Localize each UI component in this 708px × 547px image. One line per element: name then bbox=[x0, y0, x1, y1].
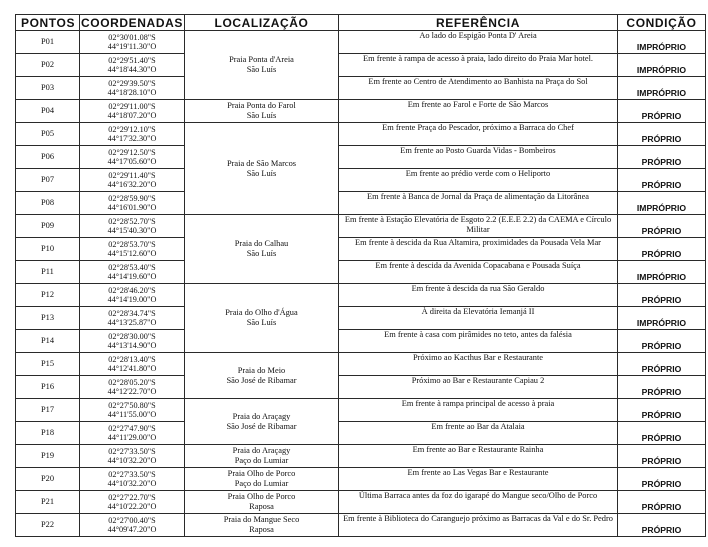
table-row bbox=[16, 146, 706, 169]
longitude: 44°10'32.20"O bbox=[107, 479, 157, 488]
point-id: P10 bbox=[16, 238, 80, 261]
longitude: 44°16'01.90"O bbox=[107, 203, 157, 212]
coordinates-cell bbox=[80, 422, 185, 445]
municipality-name: São Luís bbox=[246, 168, 277, 178]
balneability-table-container bbox=[15, 14, 705, 537]
beach-name: Praia Olho de Porco bbox=[227, 469, 296, 478]
longitude: 44°14'19.60"O bbox=[107, 272, 157, 281]
point-id: P22 bbox=[16, 514, 80, 537]
longitude: 44°13'25.87"O bbox=[107, 318, 157, 327]
location-cell bbox=[185, 31, 339, 100]
condition-status: PRÓPRIO bbox=[618, 238, 706, 261]
location-cell bbox=[185, 491, 339, 514]
location-cell bbox=[185, 353, 339, 399]
location-cell bbox=[185, 468, 339, 491]
latitude: 02°29'11.40"S bbox=[108, 170, 156, 180]
point-id: P04 bbox=[16, 100, 80, 123]
condition-status: PRÓPRIO bbox=[618, 468, 706, 491]
table-row bbox=[16, 491, 706, 514]
latitude: 02°27'00.40"S bbox=[108, 515, 156, 525]
longitude: 44°17'05.60"O bbox=[107, 157, 157, 166]
table-body bbox=[16, 31, 706, 537]
condition-status: PRÓPRIO bbox=[618, 353, 706, 376]
municipality-name: São Luís bbox=[246, 249, 277, 258]
coordinates-cell bbox=[80, 192, 185, 215]
longitude: 44°17'32.30"O bbox=[107, 134, 157, 143]
coordinates-cell bbox=[80, 31, 185, 54]
reference-text: Ao lado do Espigão Ponta D' Areia bbox=[339, 31, 618, 54]
table-row bbox=[16, 514, 706, 537]
table-row bbox=[16, 284, 706, 307]
reference-text: Em frente à descida da rua São Geraldo bbox=[339, 284, 618, 307]
header-pontos: PONTOS bbox=[16, 15, 80, 31]
point-id: P01 bbox=[16, 31, 80, 54]
condition-status: PRÓPRIO bbox=[618, 215, 706, 238]
condition-status: PRÓPRIO bbox=[618, 399, 706, 422]
condition-status: PRÓPRIO bbox=[618, 491, 706, 514]
coordinates-cell bbox=[80, 445, 185, 468]
coordinates-cell bbox=[80, 77, 185, 100]
reference-text: Em frente ao Las Vegas Bar e Restaurante bbox=[339, 468, 618, 491]
table-row bbox=[16, 376, 706, 399]
latitude: 02°27'50.80"S bbox=[108, 400, 156, 410]
longitude: 44°10'22.20"O bbox=[107, 502, 157, 511]
location-cell bbox=[185, 123, 339, 215]
table-row bbox=[16, 307, 706, 330]
latitude: 02°28'53.70"S bbox=[108, 239, 156, 249]
table-row bbox=[16, 330, 706, 353]
table-row bbox=[16, 169, 706, 192]
longitude: 44°15'40.30"O bbox=[107, 226, 157, 235]
table-row bbox=[16, 353, 706, 376]
condition-status: IMPRÓPRIO bbox=[618, 31, 706, 54]
point-id: P11 bbox=[16, 261, 80, 284]
condition-status: PRÓPRIO bbox=[618, 330, 706, 353]
reference-text: Em frente ao Posto Guarda Vidas - Bombeiros bbox=[339, 146, 618, 169]
reference-text: Próximo ao Bar e Restaurante Capiau 2 bbox=[339, 376, 618, 399]
point-id: P19 bbox=[16, 445, 80, 468]
header-condicao: CONDIÇÃO bbox=[618, 15, 706, 31]
reference-text: Em frente ao Farol e Forte de São Marcos bbox=[339, 100, 618, 123]
condition-status: PRÓPRIO bbox=[618, 422, 706, 445]
longitude: 44°12'22.70"O bbox=[107, 387, 157, 396]
condition-status: IMPRÓPRIO bbox=[618, 307, 706, 330]
condition-status: IMPRÓPRIO bbox=[618, 77, 706, 100]
reference-text: Próximo ao Kacthus Bar e Restaurante bbox=[339, 353, 618, 376]
reference-text: Em frente à Estação Elevatória de Esgoto 2.2 (E.E.E 2.2) da CAEMA e Círculo Militar bbox=[339, 215, 618, 238]
latitude: 02°27'33.50"S bbox=[108, 446, 156, 456]
point-id: P15 bbox=[16, 353, 80, 376]
coordinates-cell bbox=[80, 100, 185, 123]
reference-text: Em frente à casa com pirâmides no teto, antes da falésia bbox=[339, 330, 618, 353]
condition-status: PRÓPRIO bbox=[618, 146, 706, 169]
longitude: 44°14'19.00"O bbox=[107, 295, 157, 304]
table-row bbox=[16, 261, 706, 284]
coordinates-cell bbox=[80, 307, 185, 330]
municipality-name: São Luís bbox=[246, 111, 277, 120]
reference-text: Em frente à rampa de acesso à praia, lado direito do Praia Mar hotel. bbox=[339, 54, 618, 77]
table-row bbox=[16, 445, 706, 468]
latitude: 02°30'01.08"S bbox=[108, 32, 156, 42]
coordinates-cell bbox=[80, 353, 185, 376]
header-referencia: REFERÊNCIA bbox=[339, 15, 618, 31]
municipality-name: Paço do Lumiar bbox=[234, 456, 289, 465]
location-cell bbox=[185, 215, 339, 284]
point-id: P18 bbox=[16, 422, 80, 445]
longitude: 44°19'11.30"O bbox=[107, 42, 157, 51]
condition-status: PRÓPRIO bbox=[618, 169, 706, 192]
longitude: 44°18'44.30"O bbox=[107, 65, 157, 74]
point-id: P13 bbox=[16, 307, 80, 330]
latitude: 02°28'59.90"S bbox=[108, 193, 156, 203]
condition-status: IMPRÓPRIO bbox=[618, 192, 706, 215]
point-id: P20 bbox=[16, 468, 80, 491]
reference-text: À direita da Elevatória Iemanjá II bbox=[339, 307, 618, 330]
beach-name: Praia do Calhau bbox=[234, 239, 289, 248]
municipality-name: Paço do Lumiar bbox=[234, 479, 289, 488]
latitude: 02°28'30.00"S bbox=[108, 331, 156, 341]
beach-name: Praia do Araçagy bbox=[232, 411, 291, 421]
reference-text: Em frente à rampa principal de acesso à praia bbox=[339, 399, 618, 422]
latitude: 02°27'47.90"S bbox=[108, 423, 156, 433]
longitude: 44°12'41.80"O bbox=[107, 364, 157, 373]
point-id: P14 bbox=[16, 330, 80, 353]
longitude: 44°16'32.20"O bbox=[107, 180, 157, 189]
condition-status: IMPRÓPRIO bbox=[618, 54, 706, 77]
reference-text: Em frente à descida da Rua Altamira, proximidades da Pousada Vela Mar bbox=[339, 238, 618, 261]
table-row bbox=[16, 422, 706, 445]
coordinates-cell bbox=[80, 261, 185, 284]
condition-status: PRÓPRIO bbox=[618, 284, 706, 307]
reference-text: Em frente ao Centro de Atendimento ao Banhista na Praça do Sol bbox=[339, 77, 618, 100]
point-id: P17 bbox=[16, 399, 80, 422]
beach-name: Praia do Araçagy bbox=[232, 446, 291, 455]
condition-status: PRÓPRIO bbox=[618, 514, 706, 537]
coordinates-cell bbox=[80, 123, 185, 146]
point-id: P02 bbox=[16, 54, 80, 77]
coordinates-cell bbox=[80, 146, 185, 169]
table-row bbox=[16, 123, 706, 146]
coordinates-cell bbox=[80, 491, 185, 514]
latitude: 02°29'12.10"S bbox=[108, 124, 156, 134]
location-cell bbox=[185, 100, 339, 123]
coordinates-cell bbox=[80, 399, 185, 422]
coordinates-cell bbox=[80, 215, 185, 238]
latitude: 02°29'51.40"S bbox=[108, 55, 156, 65]
condition-status: PRÓPRIO bbox=[618, 123, 706, 146]
latitude: 02°28'05.20"S bbox=[108, 377, 156, 387]
beach-name: Praia do Olho d'Água bbox=[225, 308, 298, 317]
latitude: 02°28'53.40"S bbox=[108, 262, 156, 272]
beach-name: Praia do Meio bbox=[237, 365, 286, 375]
table-row bbox=[16, 468, 706, 491]
table-row bbox=[16, 100, 706, 123]
point-id: P12 bbox=[16, 284, 80, 307]
longitude: 44°13'14.90"O bbox=[107, 341, 157, 350]
latitude: 02°29'39.50"S bbox=[108, 78, 156, 88]
reference-text: Em frente Praça do Pescador, próximo a Barraca do Chef bbox=[339, 123, 618, 146]
point-id: P06 bbox=[16, 146, 80, 169]
header-coordenadas: COORDENADAS bbox=[81, 15, 183, 30]
point-id: P16 bbox=[16, 376, 80, 399]
municipality-name: São Luís bbox=[246, 65, 277, 74]
longitude: 44°09'47.20"O bbox=[107, 525, 157, 534]
coordinates-cell bbox=[80, 284, 185, 307]
municipality-name: São Luís bbox=[246, 318, 277, 327]
latitude: 02°29'12.50"S bbox=[108, 147, 156, 157]
condition-status: PRÓPRIO bbox=[618, 376, 706, 399]
municipality-name: Raposa bbox=[249, 502, 274, 511]
latitude: 02°29'11.00"S bbox=[108, 101, 156, 111]
municipality-name: São José de Ribamar bbox=[226, 375, 297, 385]
reference-text: Em frente ao Bar da Atalaia bbox=[339, 422, 618, 445]
condition-status: PRÓPRIO bbox=[618, 100, 706, 123]
latitude: 02°28'52.70"S bbox=[108, 216, 156, 226]
point-id: P05 bbox=[16, 123, 80, 146]
latitude: 02°28'46.20"S bbox=[108, 285, 156, 295]
coordinates-cell bbox=[80, 330, 185, 353]
coordinates-cell bbox=[80, 514, 185, 537]
point-id: P08 bbox=[16, 192, 80, 215]
table-row bbox=[16, 215, 706, 238]
longitude: 44°18'28.10"O bbox=[107, 88, 157, 97]
coordinates-cell bbox=[80, 54, 185, 77]
beach-name: Praia Ponta d'Areia bbox=[229, 55, 294, 64]
header-row bbox=[16, 15, 706, 31]
latitude: 02°28'34.74"S bbox=[108, 308, 156, 318]
reference-text: Em frente ao Bar e Restaurante Rainha bbox=[339, 445, 618, 468]
beach-name: Praia Olho de Porco bbox=[227, 492, 296, 501]
location-cell bbox=[185, 445, 339, 468]
table-row bbox=[16, 31, 706, 54]
table-row bbox=[16, 238, 706, 261]
beach-name: Praia de São Marcos bbox=[226, 158, 297, 168]
longitude: 44°10'32.20"O bbox=[107, 456, 157, 465]
point-id: P09 bbox=[16, 215, 80, 238]
longitude: 44°11'29.00"O bbox=[107, 433, 157, 442]
point-id: P03 bbox=[16, 77, 80, 100]
latitude: 02°28'13.40"S bbox=[108, 354, 156, 364]
location-cell bbox=[185, 284, 339, 353]
municipality-name: São José de Ribamar bbox=[226, 421, 297, 431]
beach-name: Praia Ponta do Farol bbox=[227, 101, 296, 110]
longitude: 44°15'12.60"O bbox=[107, 249, 157, 258]
latitude: 02°27'33.50"S bbox=[108, 469, 156, 479]
coordinates-cell bbox=[80, 169, 185, 192]
table-row bbox=[16, 54, 706, 77]
coordinates-cell bbox=[80, 376, 185, 399]
reference-text: Em frente à Biblioteca do Caranguejo próximo as Barracas da Val e do Sr. Pedro bbox=[339, 514, 618, 537]
municipality-name: Raposa bbox=[249, 525, 274, 534]
point-id: P07 bbox=[16, 169, 80, 192]
reference-text: Última Barraca antes da foz do igarapé do Mangue seco/Olho de Porco bbox=[339, 491, 618, 514]
coordinates-cell bbox=[80, 238, 185, 261]
table-row bbox=[16, 77, 706, 100]
coordinates-cell bbox=[80, 468, 185, 491]
point-id: P21 bbox=[16, 491, 80, 514]
condition-status: IMPRÓPRIO bbox=[618, 261, 706, 284]
latitude: 02°27'22.70"S bbox=[108, 492, 156, 502]
location-cell bbox=[185, 399, 339, 445]
reference-text: Em frente ao prédio verde com o Heliporto bbox=[339, 169, 618, 192]
longitude: 44°18'07.20"O bbox=[107, 111, 157, 120]
condition-status: PRÓPRIO bbox=[618, 445, 706, 468]
longitude: 44°11'55.00"O bbox=[107, 410, 157, 419]
beach-name: Praia do Mangue Seco bbox=[223, 515, 300, 524]
reference-text: Em frente à descida da Avenida Copacabana e Pousada Suíça bbox=[339, 261, 618, 284]
header-localizacao: LOCALIZAÇÃO bbox=[185, 15, 339, 31]
table-row bbox=[16, 192, 706, 215]
location-cell bbox=[185, 514, 339, 537]
reference-text: Em frente à Banca de Jornal da Praça de alimentação da Litorânea bbox=[339, 192, 618, 215]
table-row bbox=[16, 399, 706, 422]
balneability-table bbox=[15, 14, 706, 537]
